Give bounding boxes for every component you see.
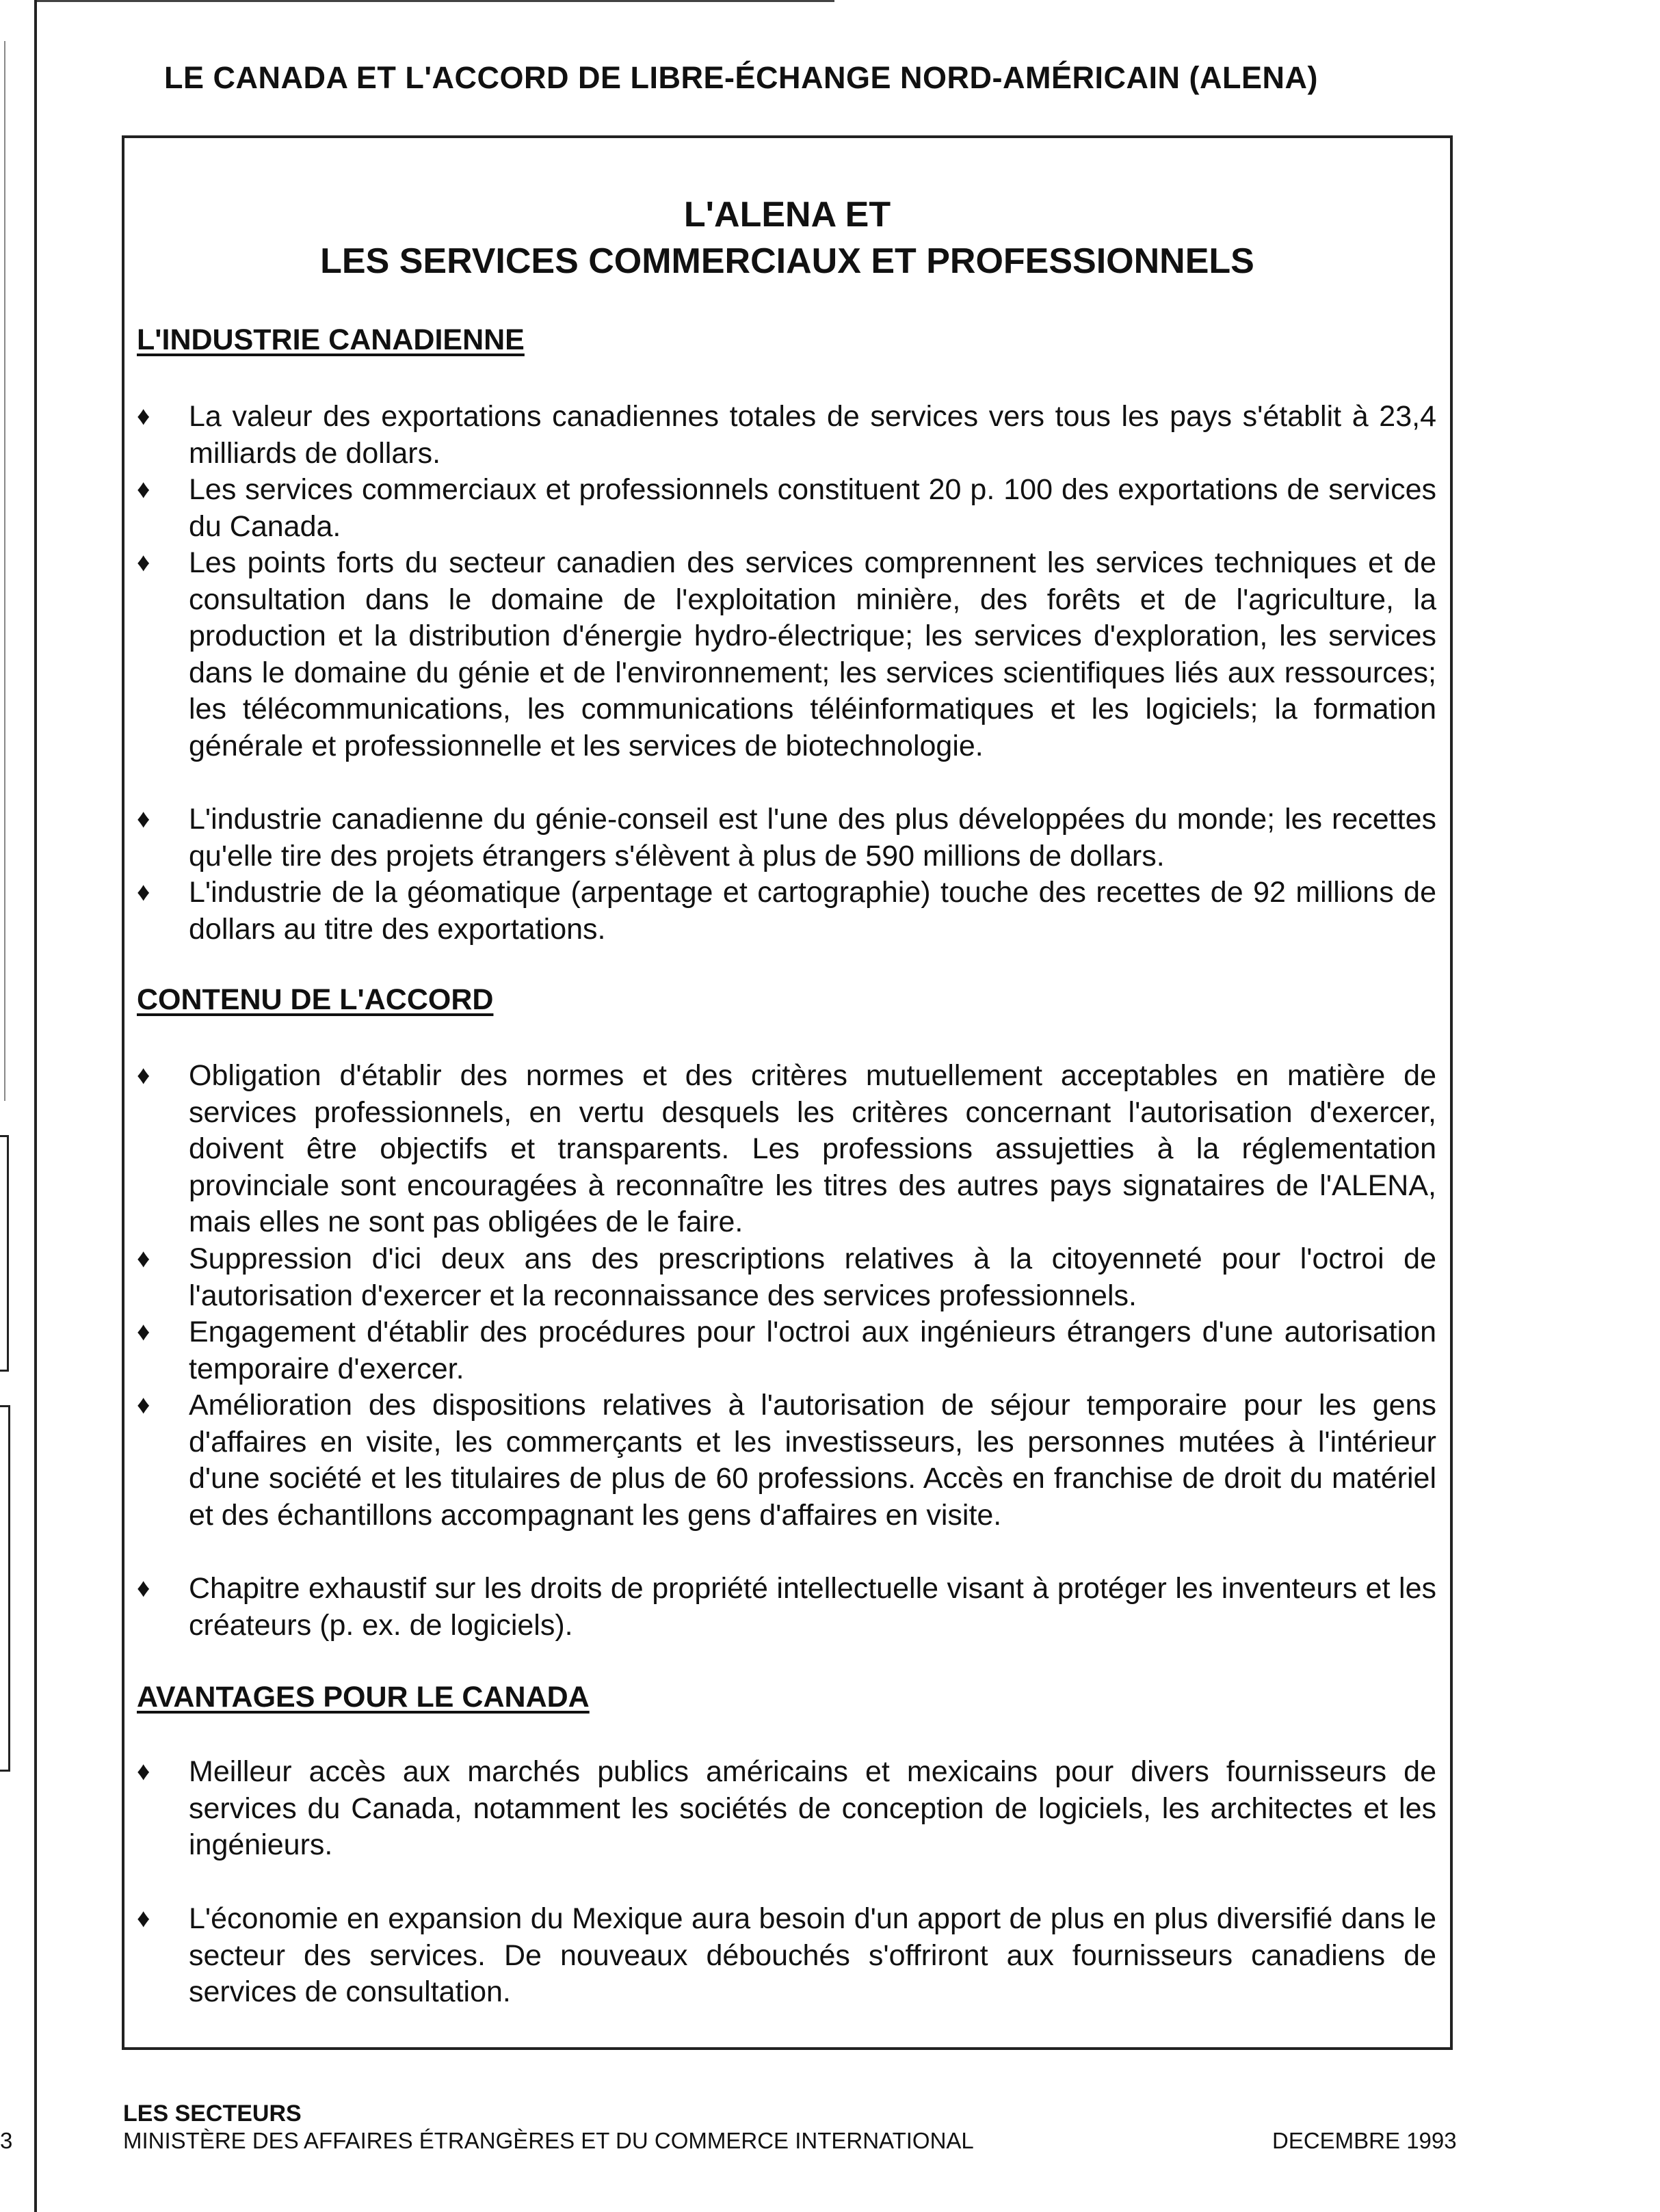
section-heading-avantages: AVANTAGES POUR LE CANADA [137,1681,590,1714]
diamond-bullet-icon: ♦ [137,402,150,431]
list-item [137,1058,1436,1241]
scan-edge-fragment [0,1405,10,1772]
diamond-bullet-icon: ♦ [137,1391,150,1420]
list-item [137,1387,1436,1534]
list-item [137,1241,1436,1314]
bullet-text: L'industrie canadienne du génie-conseil est l'une des plus développées du monde; les recettes qu'elle tire des projets étrangers s'élèvent à plus de 590 millions de dollars. [189,803,1436,872]
box-title [124,191,1450,284]
list-item [137,1754,1436,1864]
bullet-text: Suppression d'ici deux ans des prescriptions relatives à la citoyenneté pour l'octroi de l'autorisation d'exercer et la reconnaissance des services professionnels. [189,1242,1436,1312]
bullet-text: Engagement d'établir des procédures pour l'octroi aux ingénieurs étrangers d'une autorisation temporaire d'exercer. [189,1316,1436,1385]
list-item [137,472,1436,545]
footer-ministry: MINISTÈRE DES AFFAIRES ÉTRANGÈRES ET DU COMMERCE INTERNATIONAL [123,2128,974,2153]
diamond-bullet-icon: ♦ [137,1757,150,1786]
diamond-bullet-icon: ♦ [137,1061,150,1090]
page-number-fragment: 3 [0,2128,13,2153]
list-item [137,1314,1436,1387]
scan-edge-fragment [4,41,5,1101]
bullet-text: La valeur des exportations canadiennes totales de services vers tous les pays s'établit à 23,4 milliards de dollars. [189,400,1436,470]
box-title-line-1: L'ALENA ET [683,195,891,235]
list-item [137,1901,1436,2011]
bullet-text: Les points forts du secteur canadien des services comprennent les services techniques et de consultation dans le domaine de l'exploitation minière, des forêts et de l'agriculture, la production et la distribution d'énergie hydro-électrique; les services d'exploration, les services dans le domaine du génie et de l'environnement; les services scientifiques liés aux ressources; les télécommunications, les communications téléinformatiques et les logiciels; la formation générale et professionnelle et les services de biotechnologie. [189,546,1436,762]
scan-edge-fragment [0,1135,9,1372]
list-item [137,399,1436,472]
bullet-text: Amélioration des dispositions relatives à l'autorisation de séjour temporaire pour les gens d'affaires en visite, les commerçants et les investisseurs, les personnes mutées à l'intérieur d'une société et les titulaires de plus de 60 professions. Accès en franchise de droit du matériel et des échantillons accompagnant les gens d'affaires en visite. [189,1389,1436,1532]
bullet-text: Meilleur accès aux marchés publics américains et mexicains pour divers fournisseurs de services du Canada, notamment les sociétés de conception de logiciels, les architectes et les ingénieurs. [189,1755,1436,1861]
scan-edge-left [34,0,37,2212]
bullet-text: Les services commerciaux et professionnels constituent 20 p. 100 des exportations de services du Canada. [189,473,1436,543]
diamond-bullet-icon: ♦ [137,1318,150,1346]
box-title-line-2: LES SERVICES COMMERCIAUX ET PROFESSIONNELS [320,241,1254,281]
section-heading-contenu: CONTENU DE L'ACCORD [137,983,494,1016]
diamond-bullet-icon: ♦ [137,1244,150,1273]
bullet-text: L'économie en expansion du Mexique aura besoin d'un apport de plus en plus diversifié dans le secteur des services. De nouveaux débouchés s'offriront aux fournisseurs canadiens de services de consultation. [189,1902,1436,2008]
list-item [137,801,1436,875]
footer-sectors: LES SECTEURS [123,2101,302,2127]
diamond-bullet-icon: ♦ [137,1904,150,1933]
diamond-bullet-icon: ♦ [137,878,150,907]
bullet-text: Obligation d'établir des normes et des critères mutuellement acceptables en matière de services professionnels, en vertu desquels les critères concernant l'autorisation d'exercer, doivent être objectifs et transparents. Les professions assujetties à la réglementation provinciale sont encouragées à reconnaître les titres des autres pays signataires de l'ALENA, mais elles ne sont pas obligées de le faire. [189,1059,1436,1238]
bullet-text: L'industrie de la géomatique (arpentage et cartographie) touche des recettes de 92 millions de dollars au titre des exportations. [189,876,1436,946]
diamond-bullet-icon: ♦ [137,805,150,834]
footer-date: DECEMBRE 1993 [1272,2128,1457,2153]
list-item [137,1571,1436,1644]
list-item [137,875,1436,948]
diamond-bullet-icon: ♦ [137,548,150,577]
diamond-bullet-icon: ♦ [137,475,150,504]
scan-edge-top [34,0,834,2]
document-header: LE CANADA ET L'ACCORD DE LIBRE-ÉCHANGE NORD-AMÉRICAIN (ALENA) [164,60,1318,95]
diamond-bullet-icon: ♦ [137,1574,150,1603]
list-item [137,545,1436,764]
bullet-text: Chapitre exhaustif sur les droits de propriété intellectuelle visant à protéger les inventeurs et les créateurs (p. ex. de logiciels). [189,1572,1436,1642]
section-heading-industrie: L'INDUSTRIE CANADIENNE [137,323,525,356]
